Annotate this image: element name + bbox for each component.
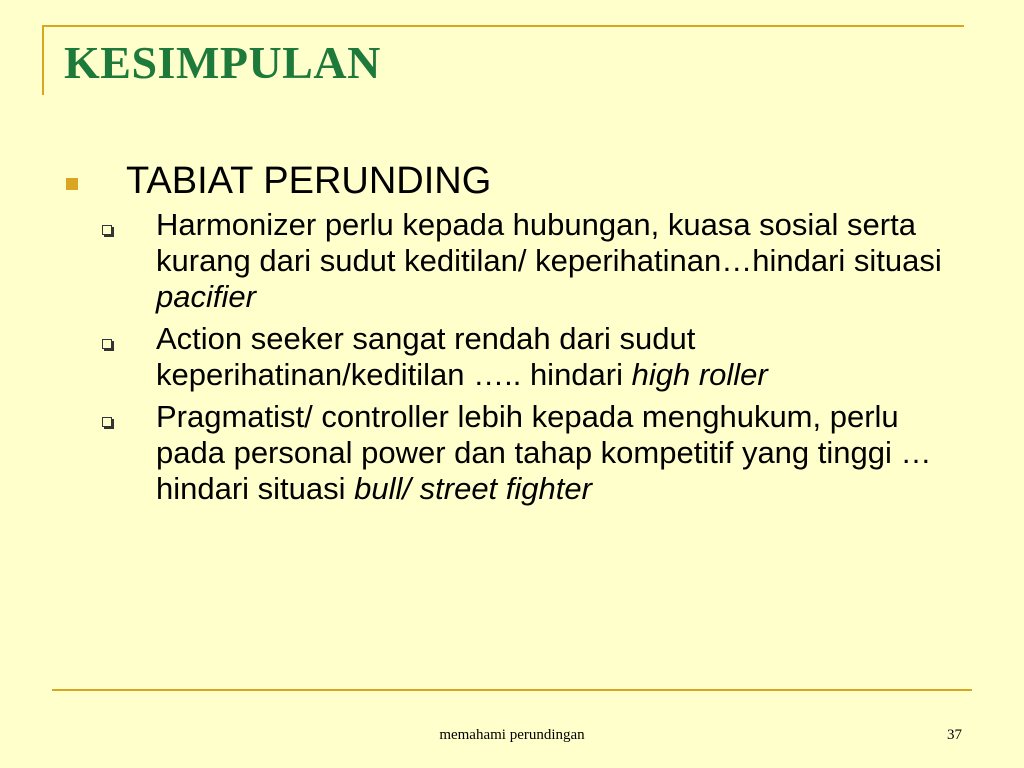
footer-text: memahami perundingan <box>439 727 585 743</box>
bullet-heading <box>60 157 960 205</box>
sub-bullet-list <box>60 207 960 507</box>
box-bullet-icon <box>102 225 112 235</box>
bullet-heading-text: TABIAT PERUNDING <box>126 160 492 202</box>
list-item-text: Action seeker sangat rendah dari sudut keperihatinan/keditilan ….. hindari <box>156 321 696 392</box>
list-item-text: Harmonizer perlu kepada hubungan, kuasa sosial serta kurang dari sudut keditilan/ keperihatinan…hindari situasi <box>156 207 942 278</box>
list-item-text: Pragmatist/ controller lebih kepada menghukum, perlu pada personal power dan tahap kompetitif yang tinggi …hindari situasi <box>156 399 932 506</box>
list-item-italic: high roller <box>631 357 768 392</box>
list-item <box>60 321 960 393</box>
top-divider <box>42 25 964 27</box>
page-number: 37 <box>947 727 962 743</box>
footer-divider <box>52 689 972 691</box>
list-item <box>60 399 960 507</box>
list-item <box>60 207 960 315</box>
box-bullet-icon <box>102 417 112 427</box>
slide-title: KESIMPULAN <box>64 37 381 88</box>
slide-content <box>60 157 960 513</box>
list-item-italic: bull/ street fighter <box>354 471 592 506</box>
square-bullet-icon <box>66 178 78 190</box>
list-item-italic: pacifier <box>156 279 256 314</box>
box-bullet-icon <box>102 339 112 349</box>
left-accent-line <box>42 25 44 95</box>
